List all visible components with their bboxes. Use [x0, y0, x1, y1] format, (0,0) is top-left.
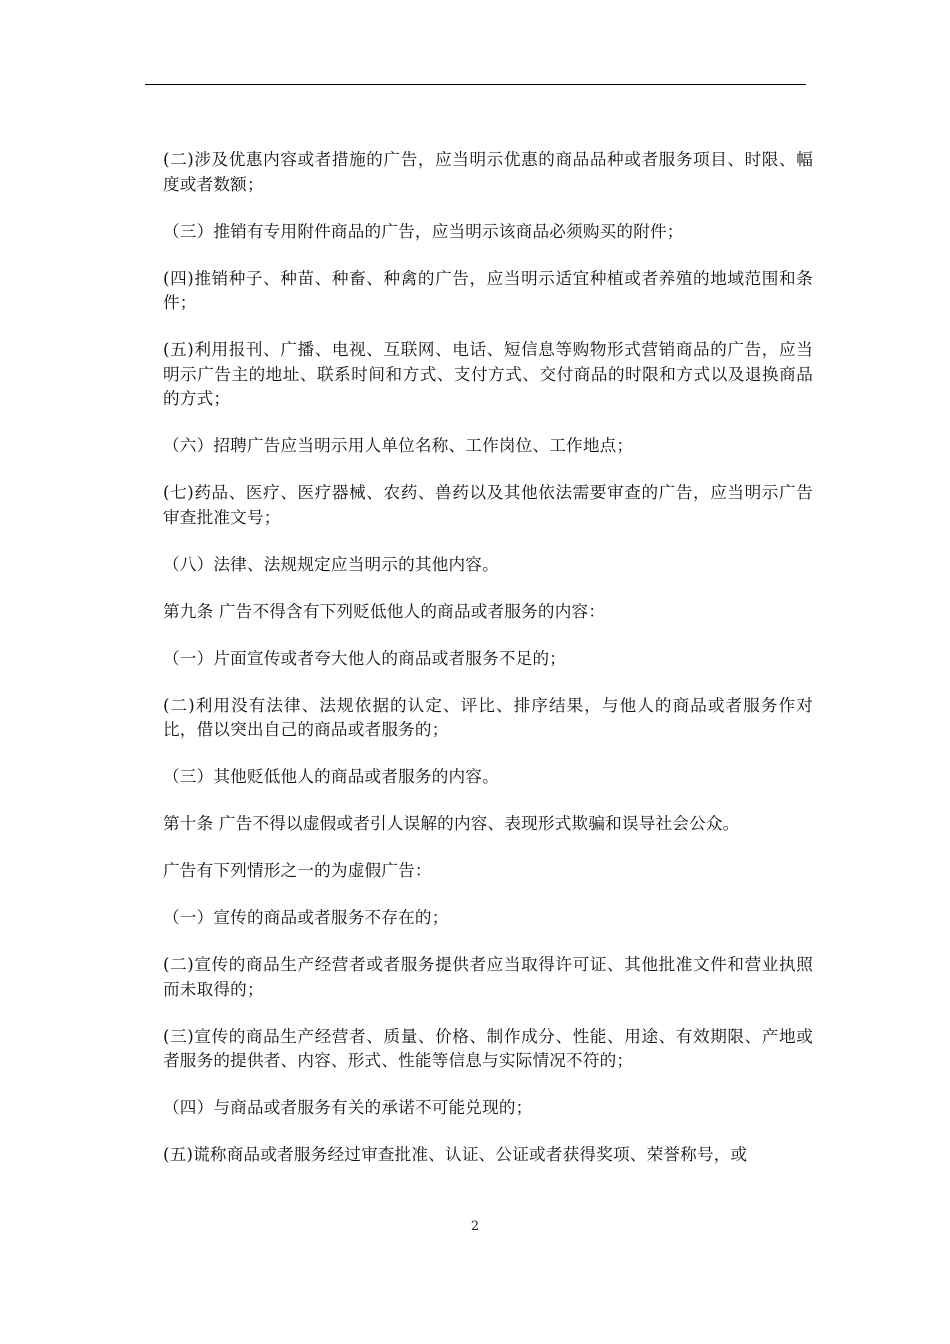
paragraph: (二)利用没有法律、法规依据的认定、评比、排序结果，与他人的商品或者服务作对比，借以突出自己的商品或者服务的； [163, 695, 813, 739]
header-rule [145, 84, 806, 85]
paragraph: （八）法律、法规规定应当明示的其他内容。 [163, 554, 499, 574]
paragraph: （三）其他贬低他人的商品或者服务的内容。 [163, 767, 499, 786]
paragraph: （一）片面宣传或者夸大他人的商品或者服务不足的； [163, 648, 567, 668]
paragraph: （六）招聘广告应当明示用人单位名称、工作岗位、工作地点； [163, 436, 634, 455]
article-heading: 第九条 广告不得含有下列贬低他人的商品或者服务的内容： [163, 601, 606, 621]
paragraph: 广告有下列情形之一的为虚假广告： [163, 861, 432, 880]
paragraph: （四）与商品或者服务有关的承诺不可能兑现的； [163, 1098, 533, 1117]
document-body [163, 148, 813, 1190]
article-heading: 第十条 广告不得以虚假或者引人误解的内容、表现形式欺骗和误导社会公众。 [163, 814, 740, 833]
paragraph: (三)宣传的商品生产经营者、质量、价格、制作成分、性能、用途、有效期限、产地或者服务的提供者、内容、形式、性能等信息与实际情况不符的； [163, 1026, 813, 1070]
paragraph: （一）宣传的商品或者服务不存在的； [163, 908, 449, 927]
paragraph: (四)推销种子、种苗、种畜、种禽的广告，应当明示适宜种植或者养殖的地域范围和条件； [163, 268, 813, 312]
page-number: 2 [470, 1219, 480, 1234]
paragraph: (二)涉及优惠内容或者措施的广告，应当明示优惠的商品品种或者服务项目、时限、幅度或者数额； [163, 150, 813, 194]
paragraph: (五)利用报刊、广播、电视、互联网、电话、短信息等购物形式营销商品的广告，应当明示广告主的地址、联系时间和方式、支付方式、交付商品的时限和方式以及退换商品的方式； [163, 340, 813, 408]
paragraph: （三）推销有专用附件商品的广告，应当明示该商品必须购买的附件； [163, 221, 684, 241]
paragraph: (二)宣传的商品生产经营者或者服务提供者应当取得许可证、其他批准文件和营业执照而未取得的； [163, 955, 813, 999]
paragraph: (七)药品、医疗、医疗器械、农药、兽药以及其他依法需要审查的广告，应当明示广告审查批准文号； [163, 483, 813, 527]
paragraph: (五)谎称商品或者服务经过审查批准、认证、公证或者获得奖项、荣誉称号，或 [163, 1145, 748, 1164]
